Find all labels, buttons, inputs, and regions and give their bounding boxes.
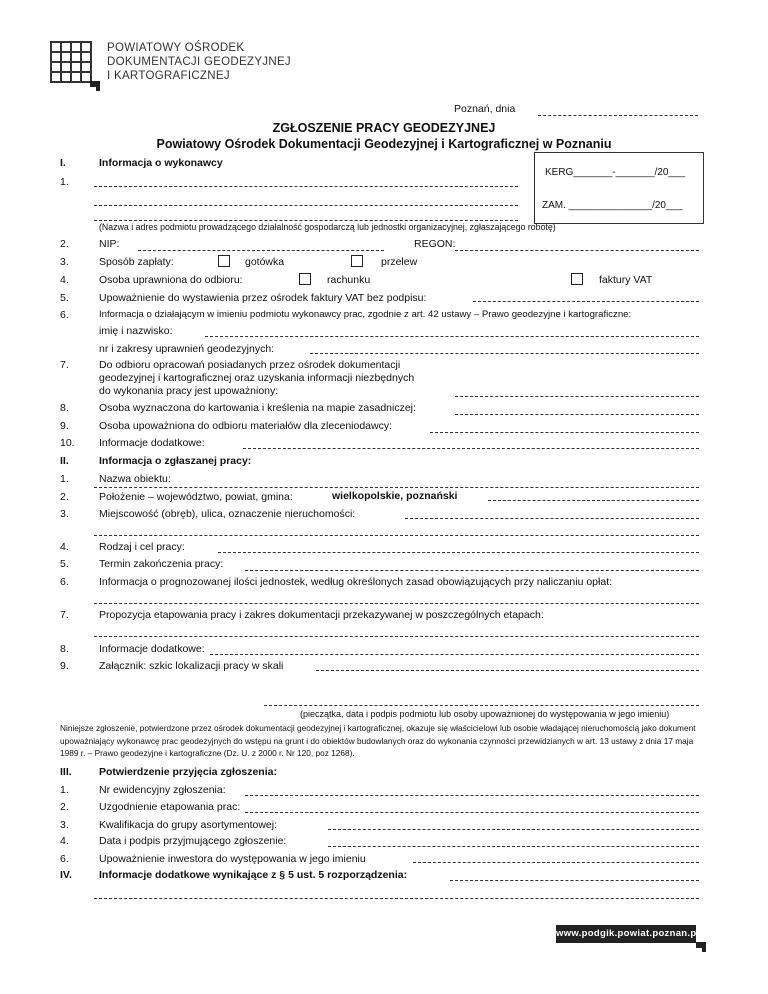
qualification-field[interactable] [328,829,699,830]
collect-field[interactable] [455,396,699,397]
town-field-2[interactable] [94,535,699,536]
registration-box [534,152,704,224]
item-number: 10. [60,437,75,449]
logo-text-line2: DOKUMENTACJI GEODEZYJNEJ [107,56,291,68]
receiver-label: Osoba uprawniona do odbioru: [99,274,243,286]
mapping-label: Osoba wyznaczona do kartowania i kreślenia na mapie zasadniczej: [99,402,416,414]
vat-auth-label: Upoważnienie do wystawienia przez ośrodek faktury VAT bez podpisu: [99,292,427,304]
footer-mark-icon [696,942,708,954]
section-4-number: IV. [60,869,72,881]
additional2-label: Informacje dodatkowe: [99,643,205,655]
location-value: wielkopolskie, poznański [332,490,458,502]
item-number: 5. [60,292,69,304]
qualification-label: Kwalifikacja do grupy asortymentowej: [99,819,277,831]
object-name-field[interactable] [94,487,699,488]
stage-agreement-field[interactable] [245,812,699,813]
item-number: 3. [60,508,69,520]
item-number: 6. [60,576,69,588]
scale-field[interactable] [316,670,699,671]
contractor-note: (Nazwa i adres podmiotu prowadzącego działalność gospodarczą lub jednostki organizacyjnej, zgłaszającego robotę) [99,222,556,232]
kerg-field[interactable]: KERG_______-_______/20___ [545,167,686,178]
received-sign-label: Data i podpis przyjmującego zgłoszenie: [99,835,287,847]
investor-auth-label: Upoważnienie inwestora do występowania w jego imieniu [99,853,366,865]
item-number: 2. [60,238,69,250]
item-number: 1. [60,473,69,485]
additional2-field[interactable] [210,654,699,655]
additional-label: Informacje dodatkowe: [99,437,205,449]
location-label: Położenie – województwo, powiat, gmina: [99,491,293,503]
stamp-field[interactable] [264,705,699,706]
name-label: imię i nazwisko: [99,325,173,337]
account-label: rachunku [327,274,371,286]
object-name-label: Nazwa obiektu: [99,473,171,485]
item-number: 1. [60,784,69,796]
additional-field[interactable] [243,448,699,449]
logo-text-line3: I KARTOGRAFICZNEJ [107,70,230,82]
item-number: 4. [60,274,69,286]
regon-label: REGON: [414,238,456,250]
town-field[interactable] [405,518,699,519]
item-number: 7. [60,609,69,621]
item-number: 2. [60,801,69,813]
section-2-number: II. [60,455,69,467]
collect-line-1: Do odbioru opracowań posiadanych przez ośrodek dokumentacji [99,359,401,371]
footer-url: www.podgik.powiat.poznan.pl [556,928,700,939]
collect-line-3: do wykonania pracy jest upoważniony: [99,385,279,397]
item-number: 8. [60,643,69,655]
item-number: 6. [60,853,69,865]
section-3-number: III. [60,766,72,778]
item-number: 4. [60,835,69,847]
location-field[interactable] [488,500,699,501]
payment-label: Sposób zapłaty: [99,256,174,268]
item-number: 4. [60,541,69,553]
section-4-title: Informacje dodatkowe wynikające z § 5 ust. 5 rozporządzenia: [99,869,408,881]
item-number: 5. [60,558,69,570]
section-4-field-1[interactable] [450,880,699,881]
legal-text: Niniejsze zgłoszenie, potwierdzone przez ośrodek dokumentacji geodezyjnej i kartograficznej, okazuje się właścicielowi lub osobie władającej nieruchomością jako dokument upoważniający wykonawcę prac geodezyjnych do wstępu na grunt i do obiektów budowlanych oraz do wykonania czynności przewidzianych w art. 13 ustawy z dnia 17 maja 1989 r. – Prawo geodezyjne i kartograficzne (Dz. U. z 2000 r. Nr 120, poz 1268). [60,723,696,758]
item-number: 3. [60,819,69,831]
item-number: 9. [60,420,69,432]
item-number: 9. [60,660,69,672]
nip-field[interactable] [138,250,384,251]
nip-label: NIP: [99,238,120,250]
section-1-title: Informacja o wykonawcy [99,157,223,169]
section-3-title: Potwierdzenie przyjęcia zgłoszenia: [99,766,277,778]
received-sign-field[interactable] [328,846,699,847]
town-label: Miejscowość (obręb), ulica, oznaczenie nieruchomości: [99,508,356,520]
section-2-title: Informacja o zgłaszanej pracy: [99,455,252,467]
item-number: 1. [60,176,69,188]
stages-label: Propozycja etapowania pracy i zakres dokumentacji przekazywanej w poszczególnych etapach: [99,609,544,621]
item-number: 6. [60,309,69,321]
cash-checkbox[interactable] [218,255,230,267]
contractor-name-field[interactable] [94,186,518,187]
register-no-field[interactable] [245,795,699,796]
zam-field[interactable]: ZAM. _______________/20___ [542,200,683,211]
contractor-address-field[interactable] [94,205,518,206]
logo-text-line1: POWIATOWY OŚRODEK [107,42,245,54]
vat-invoice-label: faktury VAT [599,274,653,286]
item-number: 8. [60,402,69,414]
stage-agreement-label: Uzgodnienie etapowania prac: [99,801,241,813]
item-number: 3. [60,256,69,268]
section-4-field-2[interactable] [94,898,699,899]
materials-label: Osoba upoważniona do odbioru materiałów dla zleceniodawcy: [99,420,393,432]
materials-field[interactable] [430,432,699,433]
item-number: 7. [60,359,69,371]
transfer-label: przelew [381,256,418,268]
name-field[interactable] [205,336,699,337]
contractor-extra-field[interactable] [94,220,518,221]
deadline-label: Termin zakończenia pracy: [99,558,224,570]
register-no-label: Nr ewidencyjny zgłoszenia: [99,784,226,796]
vat-invoice-checkbox[interactable] [571,273,583,285]
item-number: 2. [60,491,69,503]
stamp-note: (pieczątka, data i podpis podmiotu lub osoby upoważnionej do występowania w jego imieniu) [300,709,670,719]
mapping-field[interactable] [455,414,699,415]
date-field[interactable] [538,115,698,116]
investor-auth-field[interactable] [413,862,699,863]
license-field[interactable] [310,353,699,354]
attachment-label: Załącznik: szkic lokalizacji pracy w skali [99,660,284,672]
kind-label: Rodzaj i cel pracy: [99,541,185,553]
section-1-number: I. [60,157,66,169]
collect-line-2: geodezyjnej i kartograficznej oraz uzyskania informacji niezbędnych [99,372,415,384]
license-label: nr i zakresy uprawnień geodezyjnych: [99,343,275,355]
logo-grid-icon [50,41,102,93]
units-field[interactable] [94,603,699,604]
place-date-label: Poznań, dnia [454,103,516,115]
vat-auth-field[interactable] [473,301,699,302]
cash-label: gotówka [245,256,285,268]
page-subtitle: Powiatowy Ośrodek Dokumentacji Geodezyjnej i Kartograficznej w Poznaniu [156,137,612,151]
deadline-field[interactable] [245,570,699,571]
page-title: ZGŁOSZENIE PRACY GEODEZYJNEJ [272,121,496,135]
kind-field[interactable] [218,552,699,553]
units-label: Informacja o prognozowanej ilości jednostek, według określonych zasad obowiązujących przy naliczaniu opłat: [99,576,613,588]
regon-field[interactable] [455,250,699,251]
transfer-checkbox[interactable] [351,255,363,267]
acting-person-label: Informacja o działającym w imieniu podmiotu wykonawcy prac, zgodnie z art. 42 ustawy – Prawo geodezyjne i kartograficzne: [99,309,632,320]
stages-field[interactable] [94,636,699,637]
account-checkbox[interactable] [299,273,311,285]
